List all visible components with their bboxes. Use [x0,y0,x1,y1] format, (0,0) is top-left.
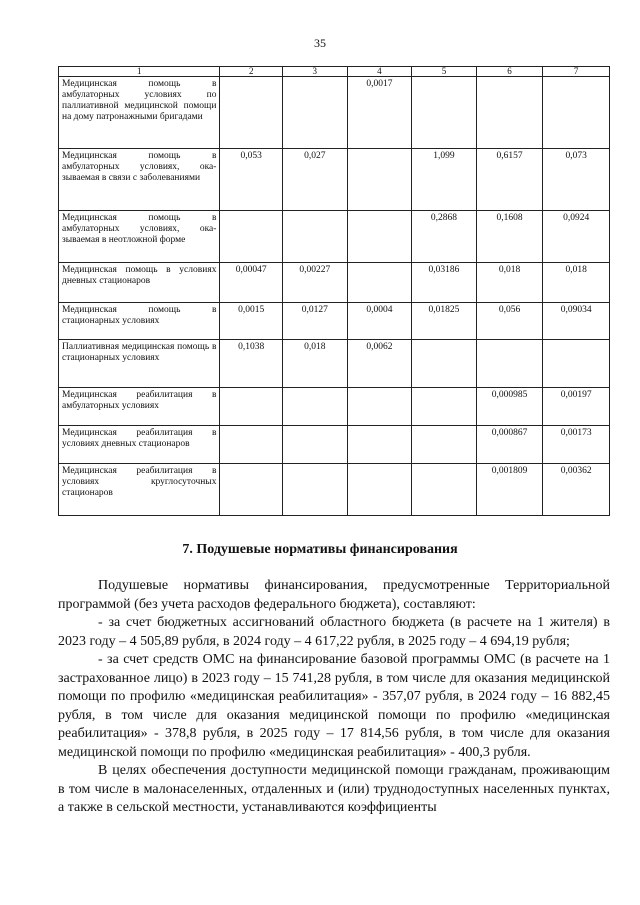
cell-value: 0,018 [476,263,543,303]
paragraph: - за счет бюджетных ассигнований областного бюджета (в расчете на 1 жителя) в 2023 году – 4 505,89 рубля, в 2024 году – 4 617,22 рубля, в 2025 году – 4 694,19 рубля; [58,615,610,649]
cell-value: 0,018 [543,263,610,303]
cell-value [283,464,348,516]
table-row [59,263,610,303]
paragraph: Подушевые нормативы финансирования, предусмотренные Территориальной программой (без учета расходов федерального бюджета), составляют: [58,578,610,612]
cell-value: 0,1608 [476,211,543,263]
cell-value [220,426,283,464]
table-row [59,149,610,211]
cell-value [347,426,412,464]
column-header: 7 [543,67,610,77]
cell-value: 0,0004 [347,303,412,340]
cell-value: 0,001809 [476,464,543,516]
cell-value [476,340,543,388]
table-row [59,388,610,426]
cell-value [220,211,283,263]
table-row [59,464,610,516]
cell-value: 0,056 [476,303,543,340]
cell-value [347,149,412,211]
cell-value [347,464,412,516]
cell-value [283,211,348,263]
table-row [59,303,610,340]
cell-value: 0,0015 [220,303,283,340]
cell-value [412,388,477,426]
column-header: 1 [59,67,220,77]
cell-value: 0,00362 [543,464,610,516]
row-name: Медицинская реабилитация в амбулаторных условиях [59,388,220,426]
row-name: Паллиативная медицинская помощь в стационарных условиях [59,340,220,388]
paragraph: - за счет средств ОМС на финансирование базовой программы ОМС (в расчете на 1 застрахованное лицо) в 2023 году – 15 741,28 рубля, в том числе для оказания медицинской помощи по профилю «медицинская реабилитация» - 357,07 рубля, в 2024 году – 16 882,45 рубля, в том числе для оказания медицинской помощи по профилю «медицинская реабилитация» - 378,8 рубля, в 2025 году – 17 814,56 рубля, в том числе для оказания медицинской помощи по профилю «медицинская реабилитация» - 400,3 рубля. [58,652,610,760]
cell-value: 0,2868 [412,211,477,263]
cell-value: 0,03186 [412,263,477,303]
table-row [59,426,610,464]
cell-value: 0,053 [220,149,283,211]
cell-value [283,77,348,149]
cell-value: 0,018 [283,340,348,388]
table-row [59,211,610,263]
table-row [59,340,610,388]
table-header-row [59,67,610,77]
cell-value [347,388,412,426]
cell-value: 0,00197 [543,388,610,426]
body-text [58,577,610,818]
cell-value [347,211,412,263]
cell-value [412,426,477,464]
cell-value [220,388,283,426]
column-header: 4 [347,67,412,77]
cell-value [543,77,610,149]
row-name: Медицинская помощь в амбулаторных условиях, ока-зываемая в связи с заболеваниями [59,149,220,211]
paragraph: В целях обеспечения доступности медицинской помощи гражданам, проживающим в том числе в малонаселенных, отдаленных и (или) труднодоступных населенных пунктах, а также в сельской местности, устанавливаются коэффициенты [58,763,610,815]
cell-value: 0,0062 [347,340,412,388]
cell-value: 0,1038 [220,340,283,388]
norms-table [58,66,610,516]
cell-value [543,340,610,388]
cell-value: 0,000985 [476,388,543,426]
cell-value: 0,01825 [412,303,477,340]
cell-value [283,388,348,426]
row-name: Медицинская реабилитация в условиях дневных стационаров [59,426,220,464]
cell-value [220,464,283,516]
cell-value: 0,0127 [283,303,348,340]
cell-value: 0,073 [543,149,610,211]
cell-value: 1,099 [412,149,477,211]
cell-value [412,340,477,388]
row-name: Медицинская помощь в амбулаторных условиях, ока-зываемая в неотложной форме [59,211,220,263]
column-header: 5 [412,67,477,77]
page-number: 35 [314,36,326,50]
cell-value [476,77,543,149]
cell-value [220,77,283,149]
table-row [59,77,610,149]
column-header: 2 [220,67,283,77]
cell-value: 0,6157 [476,149,543,211]
cell-value [412,77,477,149]
row-name: Медицинская реабилитация в условиях круглосуточных стационаров [59,464,220,516]
cell-value: 0,00173 [543,426,610,464]
cell-value: 0,00047 [220,263,283,303]
column-header: 6 [476,67,543,77]
cell-value: 0,0924 [543,211,610,263]
cell-value: 0,0017 [347,77,412,149]
cell-value: 0,027 [283,149,348,211]
section-title: 7. Подушевые нормативы финансирования [182,542,458,557]
cell-value [283,426,348,464]
cell-value [347,263,412,303]
cell-value [412,464,477,516]
cell-value: 0,09034 [543,303,610,340]
cell-value: 0,00227 [283,263,348,303]
row-name: Медицинская помощь в амбулаторных условиях по паллиативной медицинской помощи на дому патронажными бригадами [59,77,220,149]
column-header: 3 [283,67,348,77]
row-name: Медицинская помощь в стационарных условиях [59,303,220,340]
cell-value: 0,000867 [476,426,543,464]
row-name: Медицинская помощь в условиях дневных стационаров [59,263,220,303]
